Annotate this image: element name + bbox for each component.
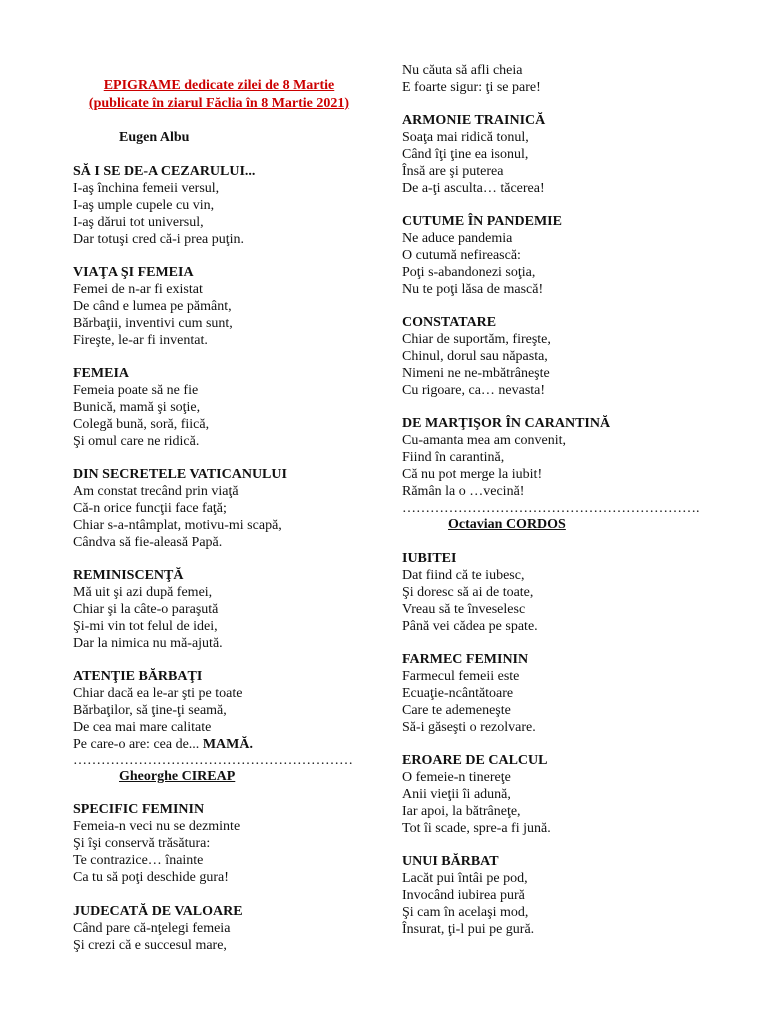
poem-line: Invocând iubirea pură (402, 888, 525, 903)
poem-line: Chiar s-a-ntâmplat, motivu-mi scapă, (73, 518, 282, 533)
poem-title: JUDECATĂ DE VALOARE (73, 904, 243, 919)
poem-line: I-aş dărui tot universul, (73, 215, 204, 230)
poem-line: Cu-amanta mea am convenit, (402, 433, 567, 448)
poem-title: ATENŢIE BĂRBAŢI (73, 669, 203, 684)
poem-title: ARMONIE TRAINICĂ (402, 113, 546, 128)
poem-line: Când îţi ţine ea isonul, (402, 147, 529, 162)
poem-line: Şi-mi vin tot felul de idei, (73, 619, 218, 634)
poem-line: Femei de n-ar fi existat (73, 282, 203, 297)
author-gheorghe-cireap: Gheorghe CIREAP (119, 769, 236, 784)
poem-title: UNUI BĂRBAT (402, 854, 499, 869)
poem-line: Şi cam în acelaşi mod, (402, 905, 529, 920)
poem-line: Chiar şi la câte-o paraşută (73, 602, 219, 617)
poem-line: Farmecul femeii este (402, 669, 520, 684)
poem-line: Colegă bună, soră, fiică, (73, 417, 210, 432)
page-title-line-2: (publicate în ziarul Făclia în 8 Martie 2021) (88, 96, 350, 111)
poem-line: Fiind în carantină, (402, 450, 505, 465)
poem-title: REMINISCENŢĂ (73, 568, 184, 583)
poem-line: O cutumă nefirească: (402, 248, 521, 263)
poem-line: De cea mai mare calitate (73, 720, 212, 735)
section-divider: ………………………………………………………. (402, 501, 700, 516)
poem-line: Vreau să te înveselesc (402, 602, 526, 617)
poem-line: Cândva să fie-aleasă Papă. (73, 535, 223, 550)
poem-line: Nimeni ne ne-mbătrâneşte (402, 366, 550, 381)
poem-line: Iar apoi, la bătrâneţe, (402, 804, 521, 819)
emphasis-text: MAMĂ. (202, 737, 253, 752)
poem-line: Care te ademeneşte (402, 703, 511, 718)
poem-line: Tot îi scade, spre-a fi jună. (402, 821, 551, 836)
poem-line: Când pare că-nţelegi femeia (73, 921, 231, 936)
poem-line: Şi îşi conservă trăsătura: (73, 836, 211, 851)
poem-title: DE MARŢIŞOR ÎN CARANTINĂ (402, 416, 611, 431)
poem-line: Femeia poate să ne fie (73, 383, 199, 398)
poem-title: SPECIFIC FEMININ (73, 802, 205, 817)
page-title-line-1: EPIGRAME dedicate zilei de 8 Martie (103, 78, 335, 93)
poem-line: De a-ţi asculta… tăcerea! (402, 181, 545, 196)
poem-title: CONSTATARE (402, 315, 497, 330)
poem-line: Că nu pot merge la iubit! (402, 467, 543, 482)
poem-line: Nu căuta să afli cheia (402, 63, 523, 78)
poem-line: Că-n orice funcţii face faţă; (73, 501, 227, 516)
poem-line: Şi crezi că e succesul mare, (73, 938, 227, 953)
poem-title: SĂ I SE DE-A CEZARULUI... (73, 164, 256, 179)
poem-line: Femeia-n veci nu se dezminte (73, 819, 241, 834)
poem-line: Dat fiind că te iubesc, (402, 568, 525, 583)
poem-line: Fireşte, le-ar fi inventat. (73, 333, 208, 348)
poem-line: Cu rigoare, ca… nevasta! (402, 383, 546, 398)
poem-title: EROARE DE CALCUL (402, 753, 548, 768)
poem-line: Mă uit şi azi după femei, (73, 585, 213, 600)
poem-line: E foarte sigur: ţi se pare! (402, 80, 541, 95)
poem-line: Te contrazice… înainte (73, 853, 204, 868)
author-eugen-albu: Eugen Albu (119, 130, 190, 145)
poem-line: Bărbaţii, inventivi cum sunt, (73, 316, 233, 331)
poem-title: VIAŢA ŞI FEMEIA (73, 265, 194, 280)
poem-line: Lacăt pui întâi pe pod, (402, 871, 528, 886)
poem-line: Şi omul care ne ridică. (73, 434, 200, 449)
poem-line: Însă are şi puterea (402, 164, 504, 179)
poem-line-text: Pe care-o are: cea de... (73, 737, 203, 752)
poem-line: Anii vieţii îi adună, (402, 787, 511, 802)
poem-line: Chiar de suportăm, fireşte, (402, 332, 551, 347)
poem-line: Bunică, mamă şi soţie, (73, 400, 201, 415)
poem-title: FARMEC FEMININ (402, 652, 529, 667)
poem-line: De când e lumea pe pământ, (73, 299, 232, 314)
poem-line: Poţi s-abandonezi soţia, (402, 265, 536, 280)
poem-line: Chinul, dorul sau năpasta, (402, 349, 548, 364)
poem-line: Să-i găseşti o rezolvare. (402, 720, 536, 735)
poem-title: CUTUME ÎN PANDEMIE (402, 214, 562, 229)
poem-line: Bărbaţilor, să ţine-ţi seamă, (73, 703, 227, 718)
poem-line: Ca tu să poţi deschide gura! (73, 870, 229, 885)
poem-title: FEMEIA (73, 366, 129, 381)
poem-line: O femeie-n tinereţe (402, 770, 511, 785)
poem-line: I-aş umple cupele cu vin, (73, 198, 215, 213)
author-octavian-cordos: Octavian CORDOS (448, 517, 566, 532)
poem-title: DIN SECRETELE VATICANULUI (73, 467, 287, 482)
poem-title: IUBITEI (402, 551, 457, 566)
poem-line: Până vei cădea pe spate. (402, 619, 538, 634)
poem-line: Şi doresc să ai de toate, (402, 585, 534, 600)
poem-line: Chiar dacă ea le-ar şti pe toate (73, 686, 243, 701)
poem-line: Rămân la o …vecină! (402, 484, 525, 499)
section-divider: …………………………………………………… (73, 753, 353, 768)
poem-line: Ecuaţie-ncântătoare (402, 686, 514, 701)
poem-line: Soaţa mai ridică tonul, (402, 130, 529, 145)
poem-line: Nu te poţi lăsa de mască! (402, 282, 544, 297)
poem-line: Însurat, ţi-l pui pe gură. (402, 922, 535, 937)
poem-line: Am constat trecând prin viaţă (73, 484, 239, 499)
poem-line: Dar totuşi cred că-i prea puţin. (73, 232, 245, 247)
poem-line: I-aş închina femeii versul, (73, 181, 220, 196)
poem-line: Dar la nimica nu mă-ajută. (73, 636, 223, 651)
poem-line: Ne aduce pandemia (402, 231, 513, 246)
poem-line (73, 736, 253, 753)
